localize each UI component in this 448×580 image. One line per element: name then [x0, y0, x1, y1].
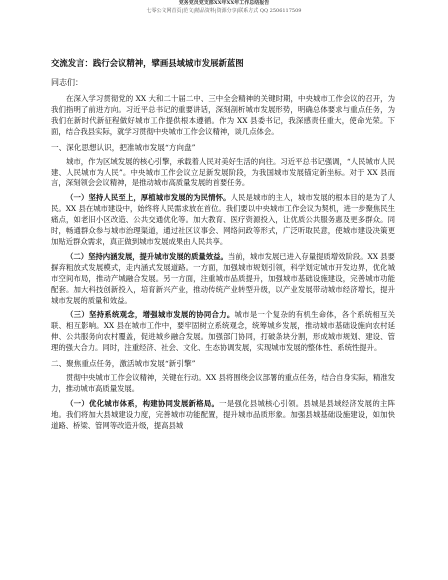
section-1-paragraph: 城市，作为区域发展的核心引擎，承载着人民对美好生活的向往。习近平总书记强调，“人民城市人民建、人民城市为人民”。中央城市工作会议立足新发展阶段，为我国城市发展锚定新坐标。对于 XX 县而言，深刻领会会议精神，是推动城市高质量发展的首要任务。: [51, 156, 395, 188]
page-header: [0, 0, 448, 15]
intro-paragraph: 在深入学习贯彻党的 XX 大和二十届二中、三中全会精神的关键时期，中央城市工作会议的召开，为我们指明了前进方向。习近平总书记的重要讲话，深刻剖析城市发展形势，明确总体要求与重点任务，为我们在新时代新征程做好城市工作提供根本遵循。作为 XX 县委书记，我深感责任重大，使命光荣。下面，结合我县实际，就学习贯彻中央城市工作会议精神，谈几点体会。: [51, 94, 395, 136]
section-heading-1: 一、深化思想认识，把准城市发展“方向盘”: [51, 142, 196, 152]
document-title: 交流发言：践行会议精神，擘画县域城市发展新蓝图: [51, 58, 244, 68]
document-body: [51, 58, 395, 436]
point-1-text: 人民是城市的主人，城市发展的根本目的是为了人民。XX 县在城市建设中，始终将人民需求放在首位。我们要以中央城市工作会议为契机，进一步聚焦民生痛点，如老旧小区改造、公共交通优化等。加大教育、医疗资源投入，让优质公共服务惠及更多群众。同时，畅通群众参与城市治理渠道，通过社区议事会、网络问政等形式，广泛听取民意，使城市建设决策更加贴近群众需求，真正做到城市发展成果由人民共享。: [51, 193, 396, 246]
point-4-paragraph: [51, 399, 395, 432]
section-2-paragraph: 贯彻中央城市工作会议精神，关键在行动。XX 县将围绕会议部署的重点任务，结合自身实际，精准发力，推动城市高质量发展。: [51, 373, 395, 393]
point-4-text: 一是强化县城核心引领。县城是县域经济发展的主阵地。我们将加大县城建设力度，完善城市功能配置，提升城市品质形象。加强县城基础设施建设，如加快道路、桥梁、管网等改造升级，提高县城: [51, 398, 395, 430]
point-1-paragraph: [51, 193, 395, 248]
point-4-label: （一）优化城市体系，构建协同发展新格局。: [66, 398, 220, 408]
header-subtitle: 七零公文网首页|范文|精品资料|资源分享|联系方式 QQ 2506117509: [146, 8, 302, 14]
point-2-text: 当前，城市发展已进入存量提质增效阶段。XX 县要摒弃粗放式发展模式，走内涵式发展道路。一方面，加强城市规划引领，科学划定城市开发边界，优化城市空间布局，推动产城融合发展。另一方面，注重城市品质提升，加强城市基础设施建设，完善城市功能配套。加大科技创新投入，培育新兴产业，推动传统产业转型升级，以产业发展带动城市经济增长，提升城市发展的质量和效益。: [51, 251, 395, 305]
point-2-label: （二）坚持内涵发展，提升城市发展的质量效益。: [66, 251, 228, 261]
salutation: 同志们：: [51, 78, 83, 87]
header-title: 党务党员党支部XX年XX年工作总结报告: [178, 0, 270, 6]
point-2-paragraph: [51, 252, 395, 307]
section-heading-2: 二、聚焦重点任务，激活城市发展“新引擎”: [51, 359, 196, 369]
point-1-label: （一）坚持人民至上，厚植城市发展的为民情怀。: [66, 193, 231, 203]
point-3-label: （三）坚持系统观念，增强城市发展的协同合力。: [66, 310, 235, 320]
point-3-paragraph: [51, 310, 395, 354]
point-3-text: 城市是一个复杂的有机生命体，各个系统相互关联、相互影响。XX 县在城市工作中，要牢固树立系统观念，统筹城乡发展，推动城市基础设施向农村延伸、公共服务向农村覆盖，促进城乡融合发展。加强部门协同，打破条块分割，形成城市规划、建设、管理的强大合力。同时，注重经济、社会、文化、生态协调发展，实现城市发展的整体性、系统性提升。: [51, 310, 396, 353]
